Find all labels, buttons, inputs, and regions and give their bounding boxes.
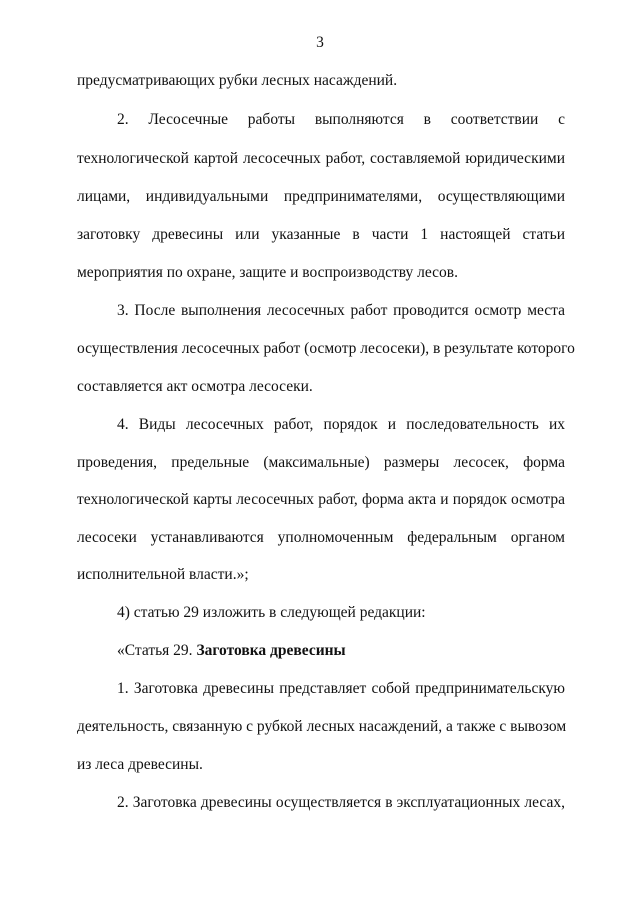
text-line: деятельность, связанную с рубкой лесных насаждений, а также с вывозом xyxy=(77,718,567,735)
text-line: 3. После выполнения лесосечных работ проводится осмотр места xyxy=(117,302,565,319)
text-line: заготовку древесины или указанные в части 1 настоящей статьи xyxy=(77,226,565,243)
text-line: исполнительной власти.»; xyxy=(77,566,249,583)
text-line: 1. Заготовка древесины представляет собой предпринимательскую xyxy=(117,680,565,697)
text-line: составляется акт осмотра лесосеки. xyxy=(77,378,313,395)
text-line: из леса древесины. xyxy=(77,756,203,773)
text-line: 2. Заготовка древесины осуществляется в эксплуатационных лесах, xyxy=(117,794,565,811)
article-title: Заготовка древесины xyxy=(196,642,346,659)
text-line: лесосеки устанавливаются уполномоченным федеральным органом xyxy=(77,529,565,546)
text-line: технологической картой лесосечных работ, составляемой юридическими xyxy=(77,150,565,167)
text-line: 4) статью 29 изложить в следующей редакции: xyxy=(117,604,426,621)
page-number: 3 xyxy=(316,34,324,51)
text-line: технологической карты лесосечных работ, форма акта и порядок осмотра xyxy=(77,491,565,508)
text-line: предусматривающих рубки лесных насаждений. xyxy=(77,72,398,89)
text-line: 2. Лесосечные работы выполняются в соответствии с xyxy=(117,111,565,128)
text-line: 4. Виды лесосечных работ, порядок и последовательность их xyxy=(117,416,565,433)
article-number: «Статья 29. xyxy=(117,642,197,659)
article-heading xyxy=(117,642,565,660)
text-line: мероприятия по охране, защите и воспроизводству лесов. xyxy=(77,264,458,281)
text-line: осуществления лесосечных работ (осмотр лесосеки), в результате которого xyxy=(77,340,575,357)
text-line: проведения, предельные (максимальные) размеры лесосек, форма xyxy=(77,454,565,471)
text-line: лицами, индивидуальными предпринимателями, осуществляющими xyxy=(77,188,565,205)
